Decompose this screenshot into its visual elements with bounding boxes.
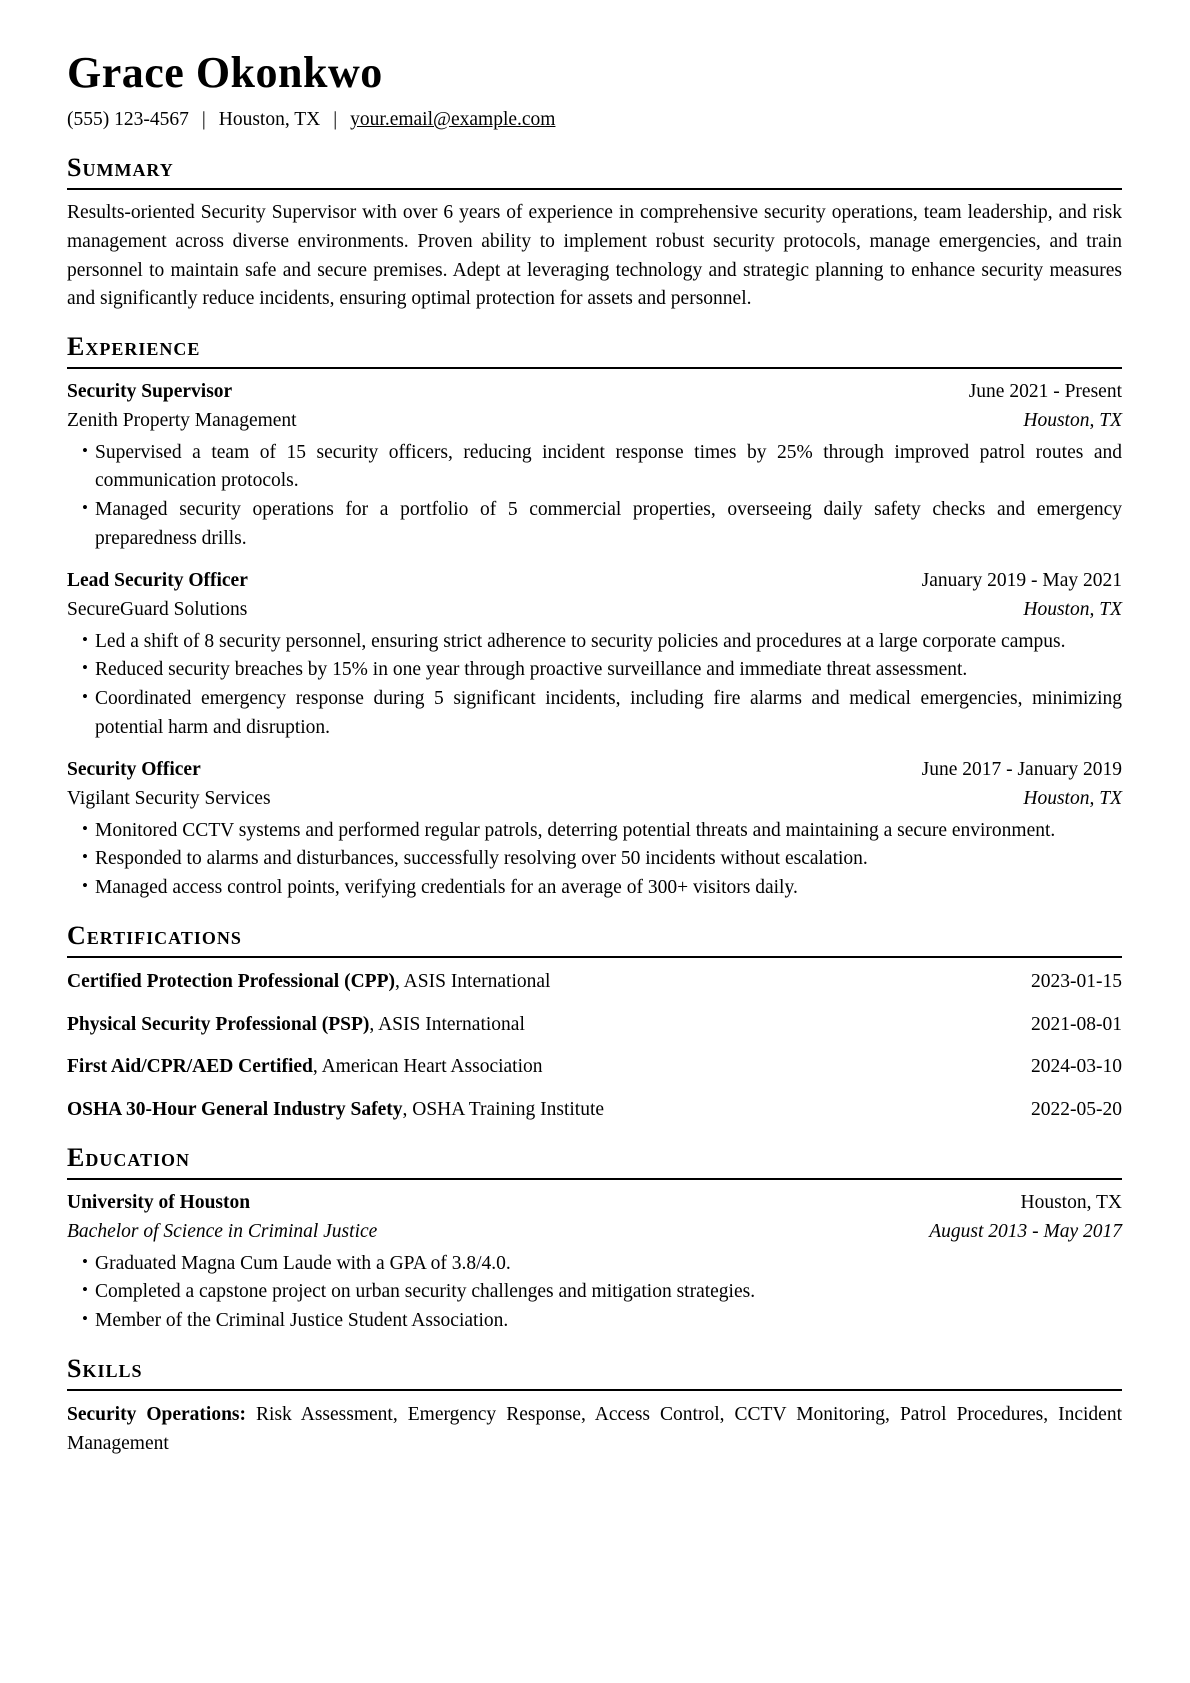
certification-label [67, 1011, 525, 1040]
contact-location: Houston, TX [218, 109, 321, 131]
certifications-heading: Certifications [67, 920, 1122, 959]
job-title: Lead Security Officer [67, 570, 248, 592]
certification-row [67, 1096, 1122, 1125]
job-bullet: • Responded to alarms and disturbances, successfully resolving over 50 incidents without escalation. [67, 845, 1122, 874]
certification-title: OSHA 30-Hour General Industry Safety [67, 1099, 403, 1121]
summary-text: Results-oriented Security Supervisor with over 6 years of experience in comprehensive security operations, team leadership, and risk management across diverse environments. Proven ability to implement robust security protocols, manage emergencies, and train personnel to maintain safe and secure premises. Adept at leveraging technology and strategic planning to enhance security measures and significantly reduce incidents, ensuring optimal protection for assets and personnel. [67, 202, 1122, 310]
certification-label [67, 1096, 604, 1125]
job-company: Zenith Property Management [67, 410, 297, 432]
contact-line [67, 106, 1122, 135]
job-bullet-list [67, 628, 1122, 743]
education-bullet: • Completed a capstone project on urban security challenges and mitigation strategies. [67, 1278, 1122, 1307]
certification-date: 2022-05-20 [1031, 1099, 1122, 1121]
education-subheader-row [67, 1218, 1122, 1247]
section-experience [67, 331, 1122, 903]
section-summary [67, 152, 1122, 314]
education-location: Houston, TX [1020, 1192, 1122, 1214]
section-skills [67, 1353, 1122, 1459]
certification-label [67, 968, 550, 997]
education-bullet-list [67, 1250, 1122, 1336]
job-subheader-row [67, 596, 1122, 625]
certification-separator: , [394, 971, 404, 993]
job-location: Houston, TX [1023, 788, 1122, 809]
job-dates: January 2019 - May 2021 [921, 570, 1122, 592]
job-subheader-row [67, 785, 1122, 814]
job-bullet: • Reduced security breaches by 15% in one year through proactive surveillance and immediate threat assessment. [67, 656, 1122, 685]
job-entry [67, 567, 1122, 742]
job-header-row [67, 378, 1122, 407]
job-company: Vigilant Security Services [67, 788, 271, 809]
contact-separator: | [201, 109, 206, 131]
section-education [67, 1142, 1122, 1336]
certification-issuer: ASIS International [378, 1013, 525, 1035]
contact-phone: (555) 123-4567 [67, 109, 189, 131]
section-certifications [67, 920, 1122, 1125]
job-subheader-row [67, 407, 1122, 436]
certification-row [67, 1053, 1122, 1082]
job-dates: June 2017 - January 2019 [921, 759, 1122, 781]
job-entry [67, 378, 1122, 553]
education-heading: Education [67, 1142, 1122, 1181]
skills-list: Risk Assessment, Emergency Response, Access Control, CCTV Monitoring, Patrol Procedures, Incident Management [67, 1404, 1122, 1454]
job-location: Houston, TX [1023, 599, 1122, 621]
skills-category: Security Operations: [67, 1404, 247, 1426]
email-link[interactable]: your.email@example.com [350, 109, 556, 131]
job-entry [67, 756, 1122, 902]
certification-label [67, 1053, 543, 1082]
certification-issuer: American Heart Association [321, 1056, 543, 1078]
skills-line [67, 1401, 1122, 1458]
job-title: Security Supervisor [67, 381, 233, 403]
certification-title: Certified Protection Professional (CPP) [67, 971, 395, 993]
education-bullet: • Graduated Magna Cum Laude with a GPA of 3.8/4.0. [67, 1250, 1122, 1279]
job-company: SecureGuard Solutions [67, 599, 248, 621]
education-degree: Bachelor of Science in Criminal Justice [67, 1220, 378, 1242]
certification-row [67, 968, 1122, 997]
job-bullet-list [67, 439, 1122, 554]
summary-heading: Summary [67, 152, 1122, 191]
education-entry [67, 1189, 1122, 1335]
job-bullet-list [67, 817, 1122, 903]
contact-separator: | [333, 109, 338, 131]
education-school: University of Houston [67, 1192, 251, 1214]
job-bullet: • Managed access control points, verifying credentials for an average of 300+ visitors daily. [67, 874, 1122, 903]
certification-date: 2024-03-10 [1031, 1056, 1122, 1078]
certification-separator: , [312, 1056, 322, 1078]
job-bullet: • Led a shift of 8 security personnel, ensuring strict adherence to security policies and procedures at a large corporate campus. [67, 628, 1122, 657]
job-dates: June 2021 - Present [968, 381, 1122, 403]
certification-issuer: OSHA Training Institute [412, 1099, 605, 1121]
certification-title: First Aid/CPR/AED Certified [67, 1056, 313, 1078]
job-bullet: • Managed security operations for a portfolio of 5 commercial properties, overseeing daily safety checks and emergency preparedness drills. [67, 496, 1122, 553]
certification-row [67, 1011, 1122, 1040]
certification-issuer: ASIS International [403, 971, 551, 993]
education-dates: August 2013 - May 2017 [929, 1220, 1122, 1242]
job-bullet: • Monitored CCTV systems and performed regular patrols, deterring potential threats and maintaining a secure environment. [67, 817, 1122, 846]
education-header-row [67, 1189, 1122, 1218]
education-bullet: • Member of the Criminal Justice Student Association. [67, 1307, 1122, 1336]
experience-heading: Experience [67, 331, 1122, 370]
skills-heading: Skills [67, 1353, 1122, 1392]
job-location: Houston, TX [1023, 410, 1122, 432]
job-title: Security Officer [67, 759, 201, 781]
certification-title: Physical Security Professional (PSP) [67, 1013, 370, 1035]
candidate-name: Grace Okonkwo [67, 48, 383, 97]
certification-separator: , [369, 1013, 379, 1035]
certification-date: 2021-08-01 [1031, 1013, 1122, 1035]
job-header-row [67, 567, 1122, 596]
certification-date: 2023-01-15 [1031, 971, 1122, 993]
certification-separator: , [402, 1099, 413, 1121]
job-bullet: • Coordinated emergency response during 5 significant incidents, including fire alarms and medical emergencies, minimizing potential harm and disruption. [67, 685, 1122, 742]
job-header-row [67, 756, 1122, 785]
job-bullet: • Supervised a team of 15 security officers, reducing incident response times by 25% through improved patrol routes and communication protocols. [67, 439, 1122, 496]
